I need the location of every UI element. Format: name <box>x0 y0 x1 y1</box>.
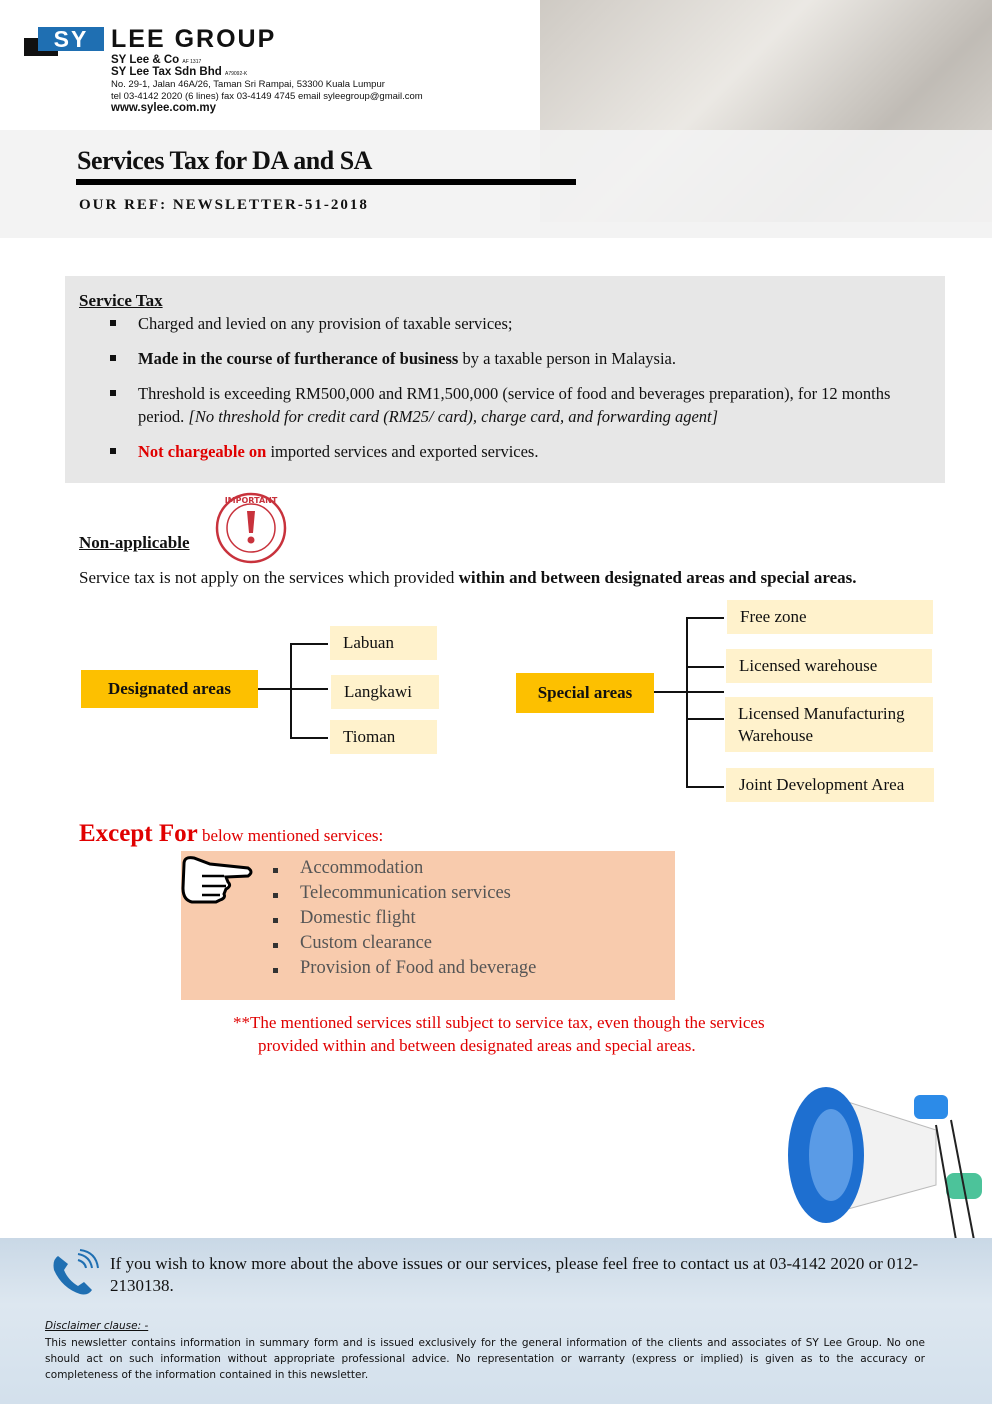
connector <box>290 737 328 739</box>
page-title: Services Tax for DA and SA <box>77 146 372 175</box>
service-tax-item: Charged and levied on any provision of taxable services; <box>138 314 513 333</box>
pointing-hand-icon <box>180 852 256 906</box>
special-areas-box: Special areas <box>516 673 654 713</box>
svg-text:IMPORTANT: IMPORTANT <box>224 496 278 505</box>
bullet <box>110 320 116 326</box>
website: www.sylee.com.my <box>111 102 217 114</box>
bullet <box>273 943 278 948</box>
except-item: Custom clearance <box>300 933 433 953</box>
firm-2: SY Lee Tax Sdn Bhd A79092-K <box>111 66 248 78</box>
bullet <box>110 448 116 454</box>
service-tax-item: Made in the course of furtherance of business by a taxable person in Malaysia. <box>138 349 677 368</box>
logo-mark: SY <box>38 27 104 51</box>
address: No. 29-1, Jalan 46A/26, Taman Sri Rampai, 53300 Kuala Lumpur <box>111 79 385 90</box>
connector <box>686 617 688 787</box>
designated-item: Tioman <box>330 720 437 754</box>
connector <box>686 666 724 668</box>
connector <box>686 718 724 720</box>
except-item: Domestic flight <box>300 908 416 928</box>
special-item: Licensed Manufacturing Warehouse <box>725 697 933 752</box>
phone-icon <box>50 1248 100 1298</box>
disclaimer-text: This newsletter contains information in summary form and is issued exclusively for the general information of the clients and associates of SY Lee Group. No one should act on such information without appropriate professional advice. No representation or warranty (express or implied) is given as to the accuracy or completeness of the information contained in this newsletter. <box>45 1337 925 1381</box>
except-item: Accommodation <box>300 858 424 878</box>
bullet <box>273 968 278 973</box>
bullet <box>273 893 278 898</box>
connector <box>290 643 292 738</box>
bullet <box>110 390 116 396</box>
except-item: Provision of Food and beverage <box>300 958 537 978</box>
firm-1: SY Lee & Co AF 1317 <box>111 54 202 66</box>
important-stamp-icon <box>214 491 288 565</box>
connector <box>686 617 724 619</box>
title-underline <box>76 179 576 185</box>
designated-item: Langkawi <box>331 675 439 709</box>
bullet <box>273 868 278 873</box>
reference: OUR REF: NEWSLETTER-51-2018 <box>79 197 369 213</box>
except-note: **The mentioned services still subject to service tax, even though the services <box>233 1013 765 1032</box>
special-item: Joint Development Area <box>726 768 934 802</box>
service-tax-heading: Service Tax <box>79 291 163 310</box>
bullet <box>273 918 278 923</box>
connector <box>686 786 724 788</box>
connector <box>290 643 328 645</box>
service-tax-item: Not chargeable on imported services and exported services. <box>138 442 539 461</box>
megaphone-illustration-icon <box>786 1075 986 1245</box>
disclaimer-heading: Disclaimer clause: - <box>45 1320 149 1332</box>
non-applicable-heading: Non-applicable <box>79 533 190 552</box>
footer-contact: If you wish to know more about the above issues or our services, please feel free to contact us at 03-4142 2020 or 012-2130138. <box>110 1254 919 1295</box>
except-note: provided within and between designated areas and special areas. <box>258 1036 696 1055</box>
except-heading: Except For below mentioned services: <box>79 820 384 847</box>
designated-item: Labuan <box>330 626 437 660</box>
designated-areas-box: Designated areas <box>81 670 258 708</box>
connector <box>258 688 328 690</box>
logo-name: LEE GROUP <box>111 25 277 53</box>
special-item: Licensed warehouse <box>726 649 932 683</box>
contact-line: tel 03-4142 2020 (6 lines) fax 03-4149 4745 email syleegroup@gmail.com <box>111 91 423 102</box>
service-tax-item: Threshold is exceeding RM500,000 and RM1,500,000 (service of food and beverages preparation), for 12 months period. [No threshold for credit card (RM25/ card), charge card, and forwarding agent] <box>138 384 891 426</box>
non-applicable-text: Service tax is not apply on the services which provided within and between designated areas and special areas. <box>79 568 857 587</box>
except-item: Telecommunication services <box>300 883 511 903</box>
special-item: Free zone <box>727 600 933 634</box>
connector <box>654 691 724 693</box>
bullet <box>110 355 116 361</box>
